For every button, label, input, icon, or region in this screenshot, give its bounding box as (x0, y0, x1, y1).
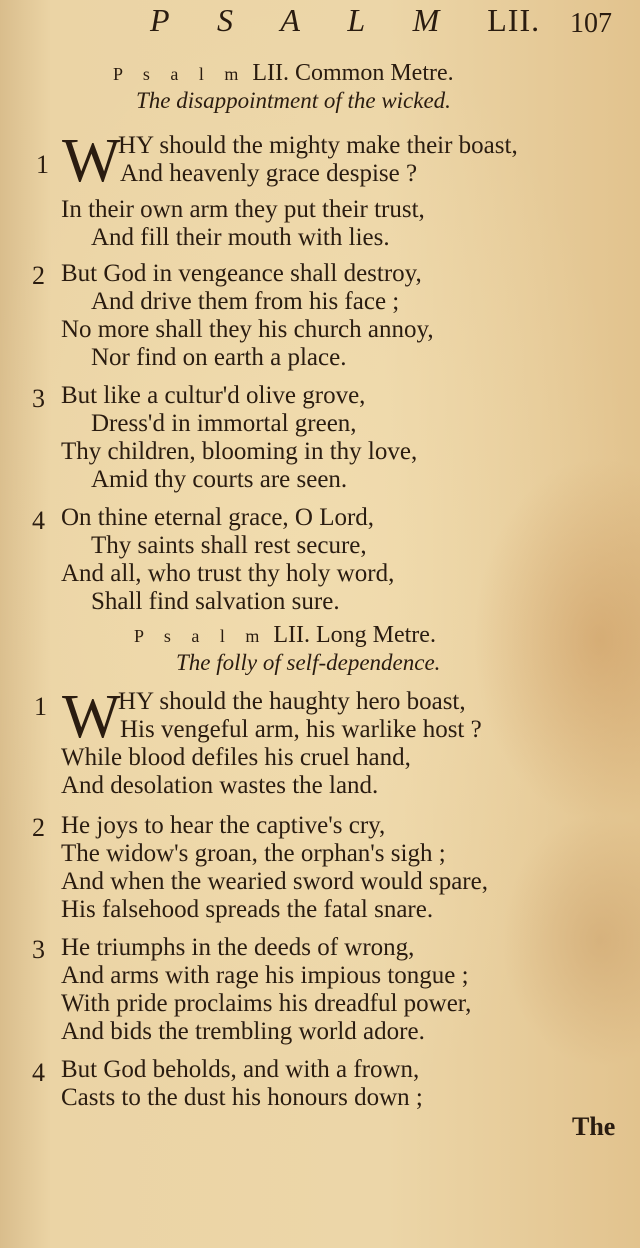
verse-line: But like a cultur'd olive grove, (61, 382, 366, 409)
stanza-number: 3 (32, 935, 45, 964)
psalm-heading-name: P s a l m (134, 626, 268, 646)
running-head-title: P S A L M (150, 2, 460, 38)
drop-cap: W (62, 127, 121, 195)
stanza-number: 4 (32, 506, 45, 535)
verse-line: No more shall they his church annoy, (61, 316, 434, 343)
verse-line: And bids the trembling world adore. (61, 1018, 425, 1045)
psalm-heading-long-metre (134, 622, 436, 649)
drop-cap: W (62, 683, 121, 751)
verse-line: In their own arm they put their trust, (61, 196, 425, 223)
verse-line: But God beholds, and with a frown, (61, 1056, 420, 1083)
verse-line: Shall find salvation sure. (91, 588, 340, 615)
psalm-heading-common-metre (113, 60, 454, 87)
verse-line: HY should the haughty hero boast, (118, 688, 466, 715)
verse-line: And when the wearied sword would spare, (61, 868, 488, 895)
verse-line: HY should the mighty make their boast, (118, 132, 518, 159)
verse-line: And heavenly grace despise ? (120, 160, 418, 187)
verse-line: Nor find on earth a place. (91, 344, 347, 371)
stanza-number: 1 (34, 692, 47, 721)
psalm-heading-metre: LII. Common Metre. (252, 60, 454, 86)
verse-line: He triumphs in the deeds of wrong, (61, 934, 415, 961)
verse-line: While blood defiles his cruel hand, (61, 744, 411, 771)
verse-line: And all, who trust thy holy word, (61, 560, 395, 587)
page-number: 107 (570, 8, 612, 39)
verse-line: Dress'd in immortal green, (91, 410, 357, 437)
running-head-number: LII. (487, 2, 541, 38)
stanza-number: 1 (36, 150, 49, 179)
psalm-subtitle: The disappointment of the wicked. (136, 88, 451, 113)
verse-line: And drive them from his face ; (91, 288, 400, 315)
catchword: The (572, 1112, 616, 1141)
psalm-subtitle: The folly of self-dependence. (176, 650, 441, 675)
verse-line: And desolation wastes the land. (61, 772, 379, 799)
verse-line: The widow's groan, the orphan's sigh ; (61, 840, 446, 867)
verse-line: His vengeful arm, his warlike host ? (120, 716, 482, 743)
psalm-heading-name: P s a l m (113, 64, 247, 84)
stanza-number: 4 (32, 1058, 45, 1087)
verse-line: Thy saints shall rest secure, (91, 532, 367, 559)
verse-line: Amid thy courts are seen. (91, 466, 348, 493)
verse-line: And fill their mouth with lies. (91, 224, 390, 251)
stanza-number: 2 (32, 813, 45, 842)
psalm-heading-metre: LII. Long Metre. (273, 622, 436, 648)
stanza-number: 3 (32, 384, 45, 413)
verse-line: But God in vengeance shall destroy, (61, 260, 422, 287)
verse-line: His falsehood spreads the fatal snare. (61, 896, 434, 923)
verse-line: Thy children, blooming in thy love, (61, 438, 418, 465)
verse-line: Casts to the dust his honours down ; (61, 1084, 423, 1111)
stanza-number: 2 (32, 261, 45, 290)
running-head (150, 2, 540, 39)
verse-line: He joys to hear the captive's cry, (61, 812, 386, 839)
verse-line: On thine eternal grace, O Lord, (61, 504, 375, 531)
verse-line: And arms with rage his impious tongue ; (61, 962, 469, 989)
verse-line: With pride proclaims his dreadful power, (61, 990, 472, 1017)
